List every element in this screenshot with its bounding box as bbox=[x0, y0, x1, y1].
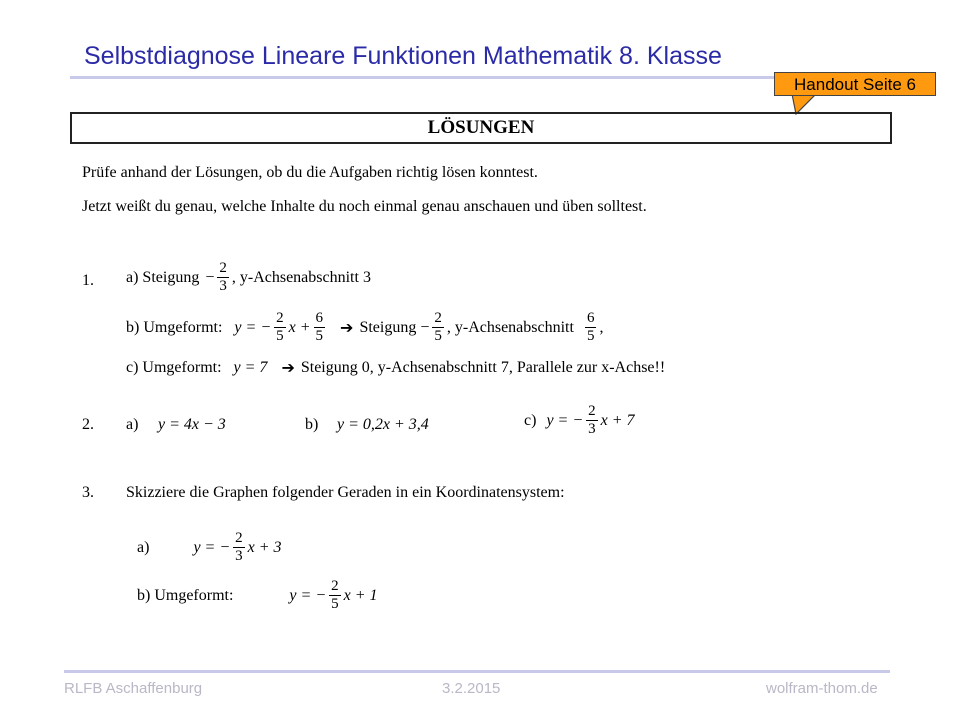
task-2c-label-text: c) bbox=[524, 411, 537, 429]
fraction-denominator: 5 bbox=[315, 328, 324, 344]
fraction-denominator: 3 bbox=[219, 278, 227, 294]
fraction-denominator: 3 bbox=[235, 548, 243, 564]
fraction-numerator: 2 bbox=[235, 530, 243, 546]
fraction-numerator: 2 bbox=[434, 310, 442, 326]
task-3a-eq-lhs: y = − bbox=[193, 538, 231, 556]
task-1b-achse: , y-Achsenabschnitt bbox=[446, 318, 574, 336]
fraction-numerator: 2 bbox=[276, 310, 284, 326]
task-3a-fraction bbox=[233, 530, 245, 565]
task-2c-eq-lhs: y = − bbox=[546, 411, 584, 429]
task-3a bbox=[137, 530, 282, 565]
task-1a-fraction bbox=[217, 260, 229, 295]
intro-line-2: Jetzt weißt du genau, welche Inhalte du noch einmal genau anschauen und üben solltest. bbox=[82, 198, 647, 215]
fraction-numerator: 2 bbox=[588, 403, 596, 419]
fraction-denominator: 3 bbox=[588, 421, 596, 437]
footer-right: wolfram-thom.de bbox=[766, 680, 878, 697]
task-1b-fraction-4 bbox=[585, 310, 597, 345]
task-2b-eq-text: y = 0,2x + 3,4 bbox=[337, 416, 429, 433]
fraction-numerator: 2 bbox=[331, 578, 339, 594]
task-2b-label-text: b) bbox=[305, 416, 319, 433]
task-1c bbox=[126, 358, 665, 378]
task-3b-label: b) Umgeformt: bbox=[137, 586, 234, 604]
fraction-numerator: 6 bbox=[586, 310, 595, 326]
task-1c-label: c) Umgeformt: bbox=[126, 359, 222, 376]
task-1b-fraction-3 bbox=[432, 310, 444, 345]
task-1b-eq-mid: x + bbox=[288, 318, 311, 336]
task-2c-eq-rhs: x + 7 bbox=[600, 411, 635, 429]
footer-divider bbox=[64, 670, 890, 673]
task-3a-eq-rhs: x + 3 bbox=[247, 538, 282, 556]
fraction-denominator: 5 bbox=[586, 328, 595, 344]
slide-title: Selbstdiagnose Lineare Funktionen Mathematik 8. Klasse bbox=[84, 42, 722, 70]
task-2b-label bbox=[305, 416, 318, 434]
task-2-number: 2. bbox=[82, 416, 94, 433]
task-1b-eq-lhs: y = − bbox=[234, 318, 272, 336]
fraction-numerator: 6 bbox=[315, 310, 324, 326]
fraction-denominator: 5 bbox=[276, 328, 284, 344]
task-1a-rest: , y-Achsenabschnitt 3 bbox=[231, 268, 371, 286]
task-1b-fraction-2 bbox=[314, 310, 326, 345]
task-3b bbox=[137, 578, 378, 613]
task-1-number: 1. bbox=[82, 272, 94, 289]
fraction-numerator: 2 bbox=[219, 260, 227, 276]
fraction-denominator: 5 bbox=[434, 328, 442, 344]
task-1b-comma: , bbox=[599, 318, 604, 336]
fraction-denominator: 5 bbox=[331, 596, 339, 612]
task-3a-label: a) bbox=[137, 538, 150, 556]
arrow-icon: ➔ bbox=[281, 360, 295, 377]
task-3b-fraction bbox=[329, 578, 341, 613]
task-2a-eq bbox=[158, 416, 226, 434]
task-2c bbox=[524, 403, 635, 438]
task-2c-fraction bbox=[586, 403, 598, 438]
task-2a-label bbox=[126, 416, 138, 434]
footer-date: 3.2.2015 bbox=[442, 680, 501, 697]
solutions-heading: LÖSUNGEN bbox=[70, 112, 892, 144]
task-3b-eq-rhs: x + 1 bbox=[343, 586, 378, 604]
arrow-icon: ➔ bbox=[340, 319, 354, 337]
task-1a-minus: − bbox=[205, 268, 215, 286]
task-1c-eq: y = 7 bbox=[233, 359, 268, 376]
handout-page-callout: Handout Seite 6 bbox=[774, 72, 936, 96]
task-1b-fraction-1 bbox=[274, 310, 286, 345]
intro-line-1: Prüfe anhand der Lösungen, ob du die Aufgaben richtig lösen konntest. bbox=[82, 164, 538, 181]
task-3b-eq-lhs: y = − bbox=[289, 586, 327, 604]
title-divider bbox=[70, 76, 890, 79]
task-1b-steigung: Steigung − bbox=[359, 318, 430, 336]
task-2a-label-text: a) bbox=[126, 416, 139, 433]
task-3-number: 3. bbox=[82, 484, 94, 501]
task-2a-eq-text: y = 4x − 3 bbox=[158, 416, 226, 433]
task-1b-label: b) Umgeformt: bbox=[126, 318, 223, 336]
footer-left: RLFB Aschaffenburg bbox=[64, 680, 203, 697]
task-1a bbox=[126, 260, 371, 295]
task-2b-eq bbox=[337, 416, 429, 434]
task-1b bbox=[126, 310, 603, 345]
task-1c-rest: Steigung 0, y-Achsenabschnitt 7, Parallele zur x-Achse!! bbox=[300, 359, 666, 376]
task-1a-label: a) Steigung bbox=[126, 268, 200, 286]
task-3-text: Skizziere die Graphen folgender Geraden in ein Koordinatensystem: bbox=[126, 484, 565, 501]
